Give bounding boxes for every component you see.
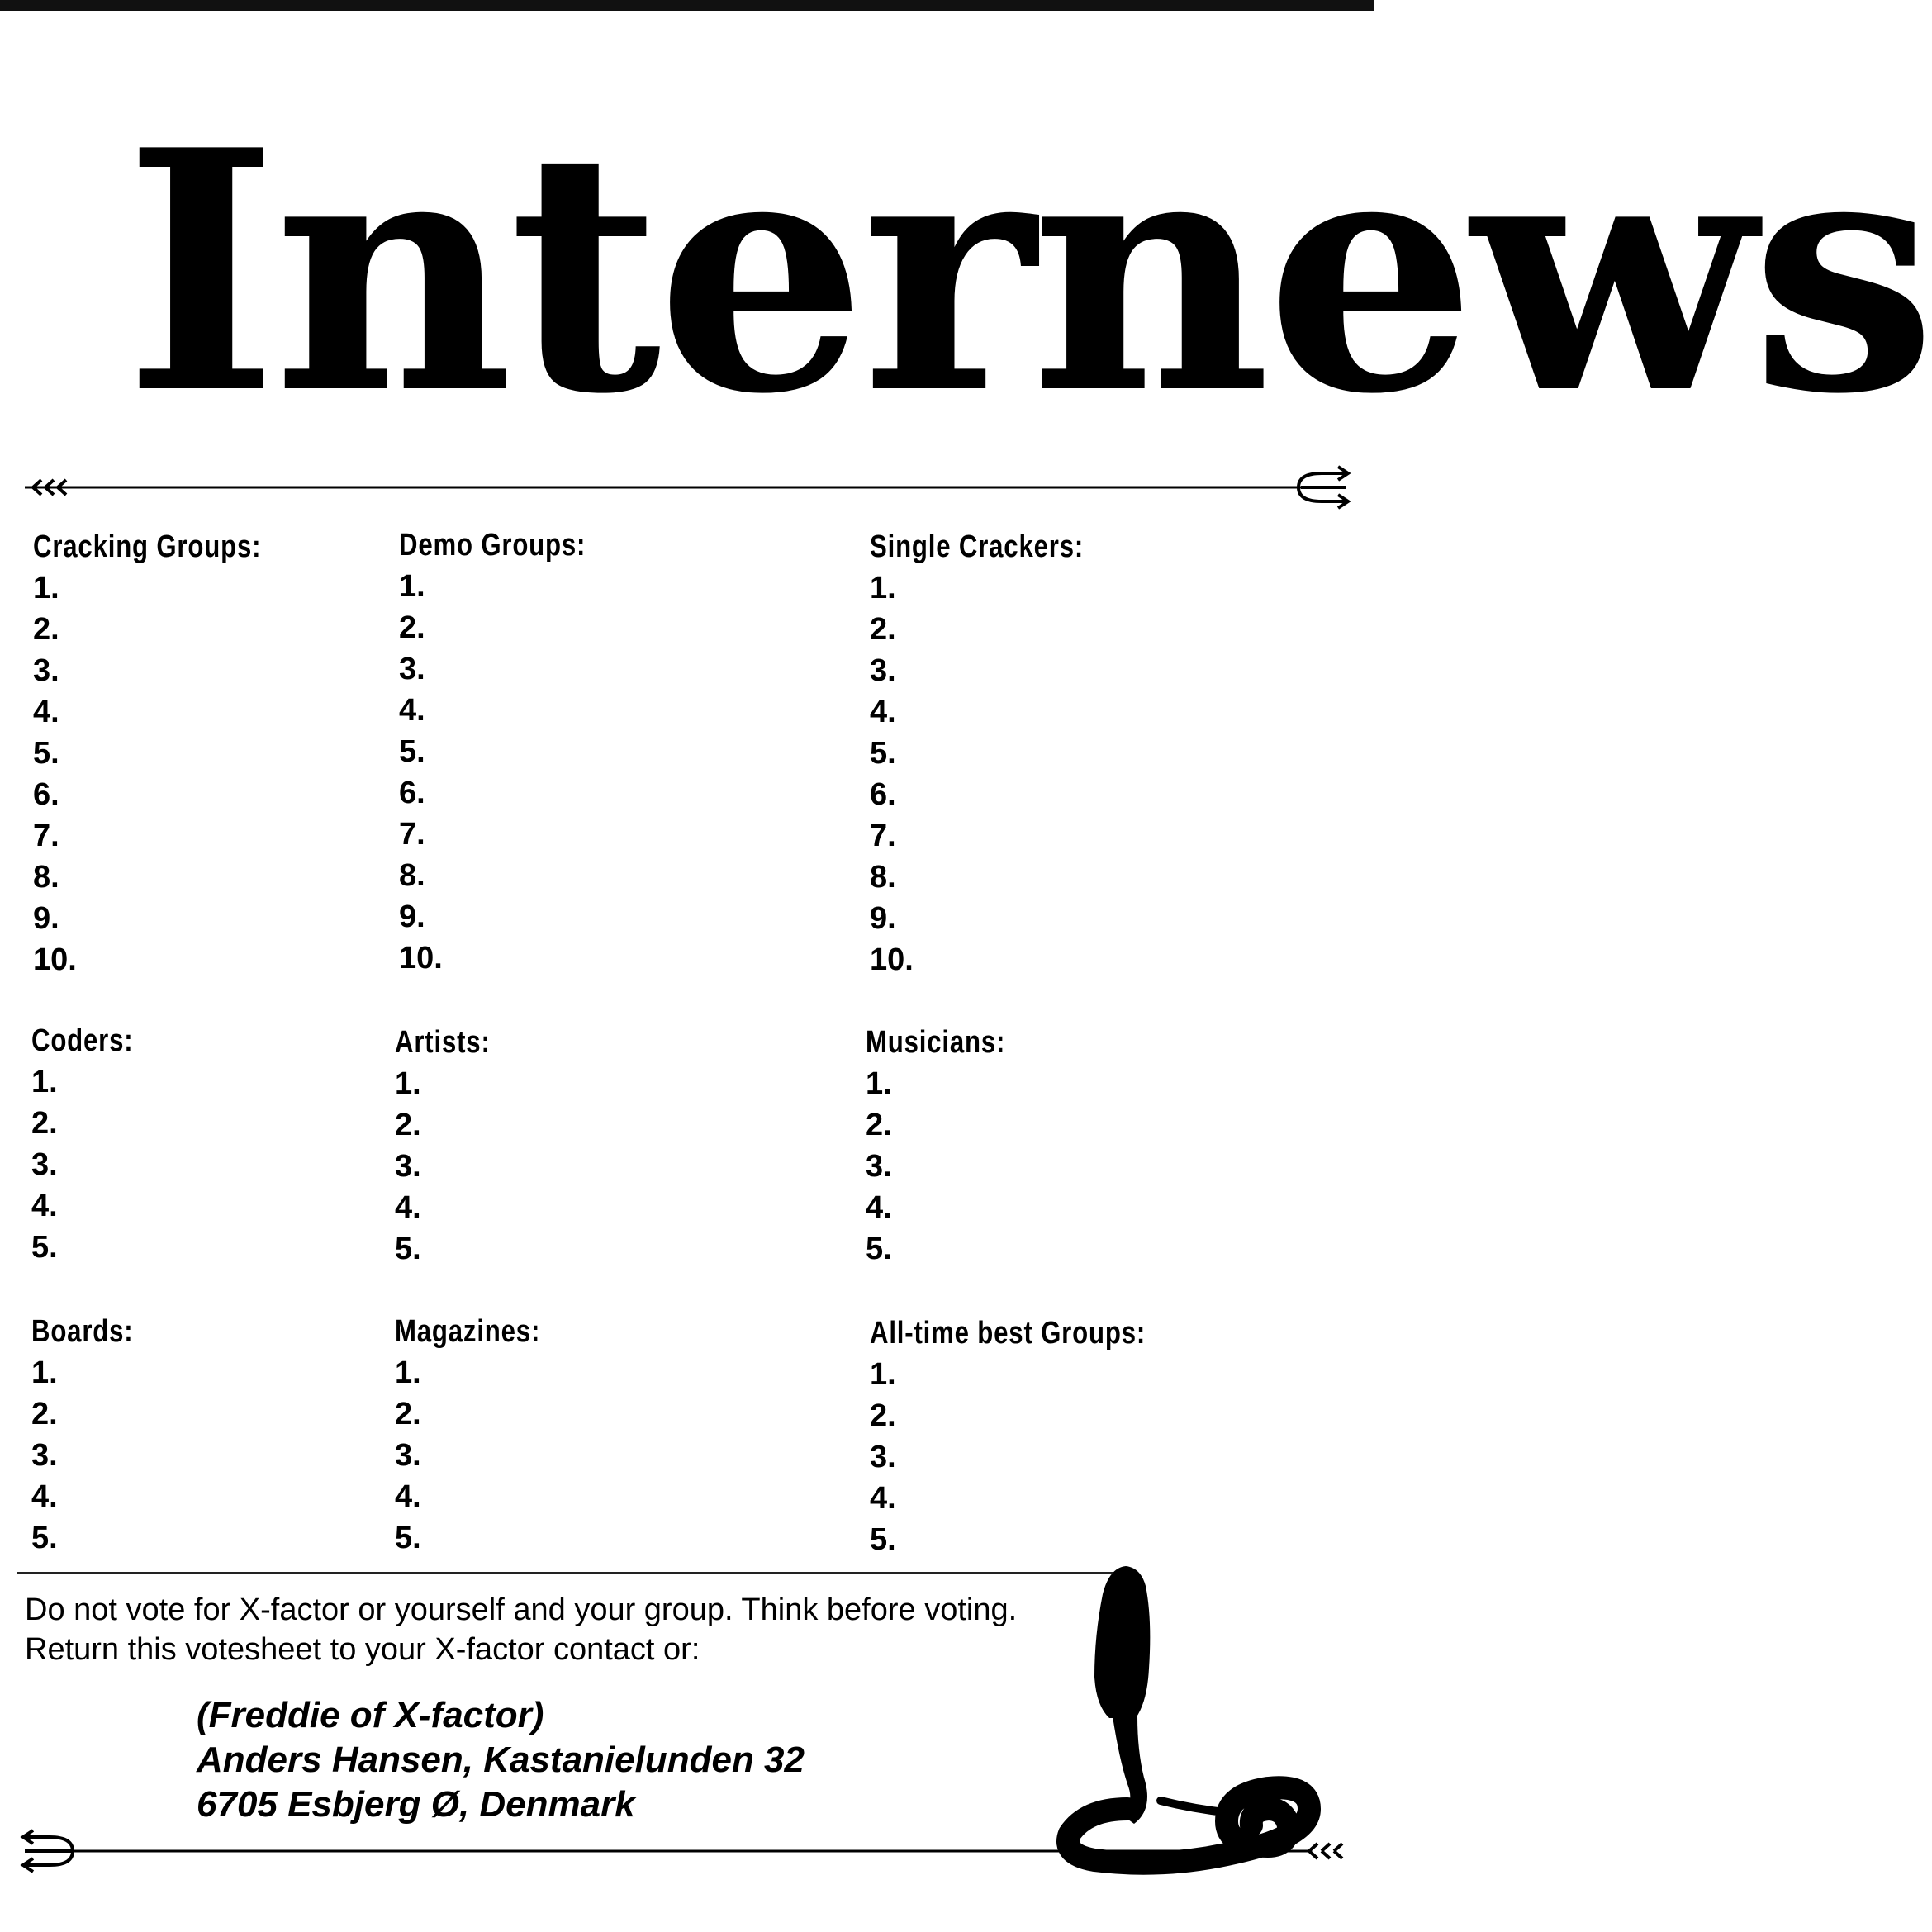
vote-slot[interactable]: 6. (870, 777, 896, 812)
section-title: Magazines: (395, 1314, 541, 1349)
vote-slot[interactable]: 6. (399, 776, 425, 810)
vote-slot[interactable]: 5. (870, 736, 896, 771)
vote-slot[interactable]: 4. (866, 1190, 892, 1225)
section-cracking-groups (33, 526, 311, 980)
vote-slot[interactable]: 6. (33, 777, 59, 812)
vote-slot[interactable]: 3. (395, 1438, 421, 1473)
vote-slot[interactable]: 8. (399, 858, 425, 893)
vote-slot[interactable]: 5. (395, 1232, 421, 1266)
vote-list (395, 1352, 572, 1559)
section-demo-groups (399, 525, 627, 979)
vote-slot[interactable]: 7. (399, 817, 425, 852)
vote-slot[interactable]: 3. (399, 652, 425, 686)
masthead-title: Internews (124, 78, 1932, 467)
vote-list (870, 567, 1131, 980)
vote-slot[interactable]: 3. (870, 1440, 896, 1474)
section-all-time-best-groups (870, 1313, 1206, 1560)
vote-slot[interactable]: 3. (33, 653, 59, 688)
vote-slot[interactable]: 10. (33, 942, 77, 977)
vote-slot[interactable]: 5. (33, 736, 59, 771)
vote-slot[interactable]: 8. (33, 860, 59, 895)
address-line-1: (Freddie of X-factor) (197, 1695, 544, 1735)
vote-list (31, 1352, 156, 1559)
trident-icon (1298, 467, 1348, 508)
vote-list (33, 567, 311, 980)
top-border (0, 0, 1374, 11)
vote-slot[interactable]: 7. (33, 819, 59, 853)
address-line-3: 6705 Esbjerg Ø, Denmark (197, 1784, 635, 1825)
vote-slot[interactable]: 1. (33, 571, 59, 605)
vote-slot[interactable]: 5. (870, 1522, 896, 1557)
vote-slot[interactable]: 3. (870, 653, 896, 688)
vote-slot[interactable]: 5. (866, 1232, 892, 1266)
vote-slot[interactable]: 9. (870, 901, 896, 936)
vote-slot[interactable]: 2. (395, 1397, 421, 1431)
instructions-line-2: Return this votesheet to your X-factor contact or: (25, 1632, 700, 1667)
vote-slot[interactable]: 10. (870, 942, 914, 977)
vote-slot[interactable]: 5. (31, 1521, 58, 1555)
vote-slot[interactable]: 1. (395, 1066, 421, 1101)
vote-slot[interactable]: 4. (31, 1189, 58, 1223)
vote-slot[interactable]: 5. (395, 1521, 421, 1555)
address-line-2: Anders Hansen, Kastanielunden 32 (197, 1740, 805, 1780)
vote-slot[interactable]: 4. (395, 1190, 421, 1225)
vote-slot[interactable]: 1. (31, 1355, 58, 1390)
vote-slot[interactable]: 3. (866, 1149, 892, 1184)
vote-slot[interactable]: 1. (395, 1355, 421, 1390)
vote-slot[interactable]: 1. (31, 1065, 58, 1099)
section-artists (395, 1022, 511, 1270)
vote-slot[interactable]: 4. (395, 1479, 421, 1514)
section-magazines (395, 1311, 572, 1559)
vote-slot[interactable]: 8. (870, 860, 896, 895)
vote-slot[interactable]: 4. (33, 695, 59, 729)
vote-slot[interactable]: 4. (399, 693, 425, 728)
vote-slot[interactable]: 1. (399, 569, 425, 604)
vote-slot[interactable]: 5. (31, 1230, 58, 1265)
vote-slot[interactable]: 3. (31, 1147, 58, 1182)
vote-slot[interactable]: 1. (870, 571, 896, 605)
section-title: All-time best Groups: (870, 1316, 1146, 1351)
section-boards (31, 1311, 156, 1559)
section-title: Boards: (31, 1314, 134, 1349)
cobra-icon (1061, 1561, 1334, 1875)
vote-slot[interactable]: 5. (399, 734, 425, 769)
vote-slot[interactable]: 1. (866, 1066, 892, 1101)
vote-slot[interactable]: 2. (31, 1106, 58, 1141)
vote-slot[interactable]: 2. (395, 1108, 421, 1142)
section-title: Artists: (395, 1025, 491, 1060)
section-title: Coders: (31, 1023, 134, 1058)
section-coders (31, 1020, 156, 1268)
vote-slot[interactable]: 7. (870, 819, 896, 853)
vote-slot[interactable]: 2. (866, 1108, 892, 1142)
vote-slot[interactable]: 2. (399, 610, 425, 645)
section-title: Single Crackers: (870, 529, 1085, 564)
trident-icon (23, 1830, 74, 1872)
vote-slot[interactable]: 4. (31, 1479, 58, 1514)
vote-slot[interactable]: 4. (870, 1481, 896, 1516)
vote-slot[interactable]: 2. (31, 1397, 58, 1431)
vote-slot[interactable]: 3. (395, 1149, 421, 1184)
vote-list (399, 566, 627, 979)
vote-slot[interactable]: 1. (870, 1357, 896, 1392)
arrow-rule-top (0, 467, 1374, 508)
vote-slot[interactable]: 3. (31, 1438, 58, 1473)
vote-slot[interactable]: 9. (399, 900, 425, 934)
vote-list (870, 1354, 1206, 1560)
instructions-line-1: Do not vote for X-factor or yourself and your group. Think before voting. (25, 1593, 1018, 1627)
divider (17, 1572, 1138, 1574)
section-title: Demo Groups: (399, 528, 586, 563)
vote-slot[interactable]: 4. (870, 695, 896, 729)
vote-list (866, 1063, 1036, 1270)
section-musicians (866, 1022, 1036, 1270)
section-single-crackers (870, 526, 1131, 980)
vote-slot[interactable]: 9. (33, 901, 59, 936)
section-title: Musicians: (866, 1025, 1006, 1060)
vote-slot[interactable]: 2. (33, 612, 59, 647)
vote-slot[interactable]: 2. (870, 1398, 896, 1433)
vote-list (395, 1063, 511, 1270)
vote-slot[interactable]: 10. (399, 941, 443, 975)
vote-slot[interactable]: 2. (870, 612, 896, 647)
section-title: Cracking Groups: (33, 529, 262, 564)
vote-list (31, 1061, 156, 1268)
